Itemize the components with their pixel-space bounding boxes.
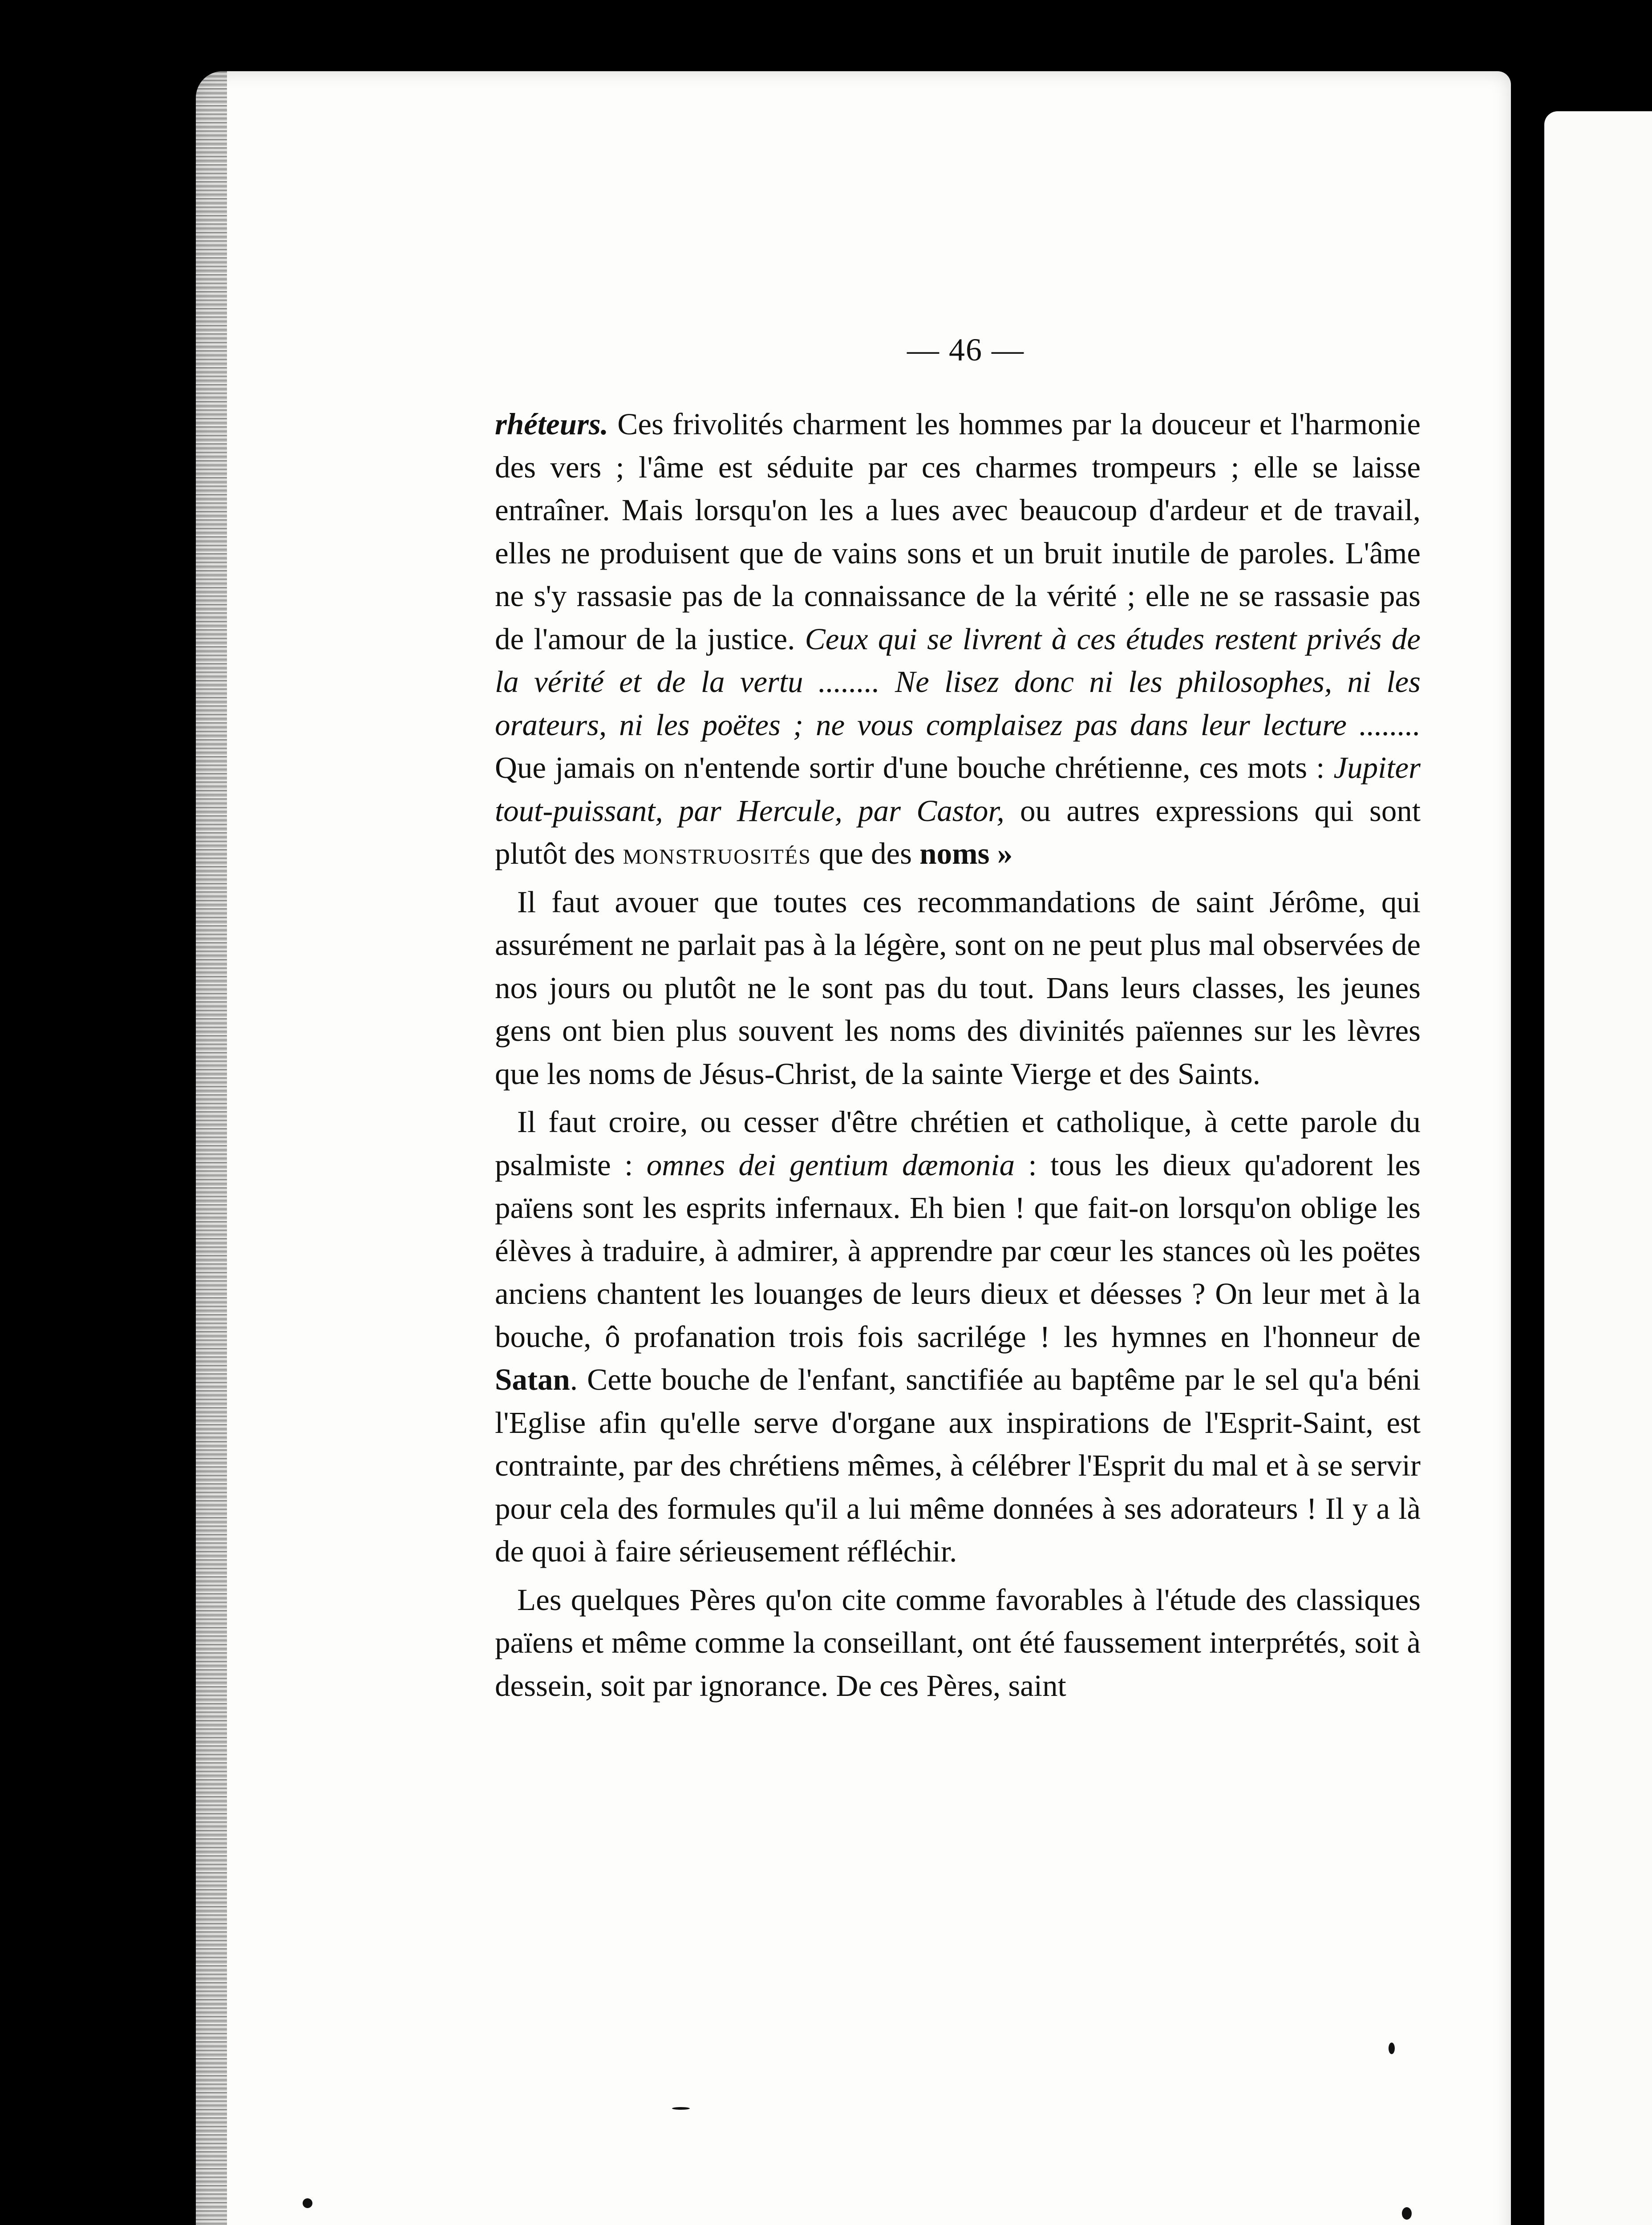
text-run: Ceux qui se livrent à ces études restent privés de la vérité et de la vertu ........ Ne lisez donc ni les philosophes, ni les orateurs, ni les poëtes ; ne vous complaisez pas dans leur lecture ........ (495, 622, 1421, 742)
text-run: rhéteurs. (495, 407, 608, 441)
scan-speck (1402, 2207, 1412, 2220)
body-text (495, 403, 1421, 1707)
text-run: . Cette bouche de l'enfant, sanctifiée au baptême par le sel qu'a béni l'Eglise afin qu'elle serve d'organe aux inspirations de l'Esprit-Saint, est contrainte, par des chrétiens mêmes, à célébrer l'Esprit du mal et à se servir pour cela des formules qu'il a lui même données à ses adorateurs ! Il y a là de quoi à faire sérieusement réfléchir. (495, 1363, 1421, 1568)
text-run: Satan (495, 1363, 570, 1396)
paragraph (495, 1100, 1421, 1573)
text-run: que des (811, 837, 920, 870)
text-run: omnes dei gentium dæmonia (646, 1148, 1015, 1182)
text-run: monstruosités (623, 837, 811, 870)
scan-speck (672, 2107, 690, 2110)
text-run: Il faut croire, ou cesser d'être chrétien et catholique, à cette parole du psalmiste : (495, 1105, 1421, 1182)
text-run: : tous les dieux qu'adorent les païens sont les esprits infernaux. Eh bien ! que fait-on lorsqu'on oblige les élèves à traduire, à admirer, à apprendre par cœur les stances où les poëtes anciens chantent les louanges de leurs dieux et déesses ? On leur met à la bouche, ô profanation trois fois sacrilége ! les hymnes en l'honneur de (495, 1148, 1421, 1354)
text-run: Que jamais on n'entende sortir d'une bouche chrétienne, ces mots : (495, 751, 1334, 785)
paragraph (495, 403, 1421, 875)
scan-speck (303, 2198, 312, 2208)
text-run: ou autres expressions qui sont plutôt des (495, 793, 1421, 870)
adjacent-page-edge (1544, 111, 1652, 2225)
scan-speck (1389, 2043, 1395, 2054)
text-run: noms » (919, 837, 1013, 870)
page-number: — 46 — (907, 332, 1024, 368)
text-run: Ces frivolités charment les hommes par la douceur et l'harmonie des vers ; l'âme est séduite par ces charmes trompeurs ; elle se laisse entraîner. Mais lorsqu'on les a lues avec beaucoup d'ardeur et de travail, elles ne produisent que de vains sons et un bruit inutile de paroles. L'âme ne s'y rassasie pas de la connaissance de la vérité ; elle ne se rassasie pas de l'amour de la justice. (495, 407, 1421, 656)
text-run: Jupiter tout-puissant, par Hercule, par Castor, (495, 751, 1421, 828)
paragraph: Les quelques Pères qu'on cite comme favorables à l'étude des classiques païens et même comme la conseillant, ont été faussement interprétés, soit à dessein, soit par ignorance. De ces Pères, saint (495, 1582, 1421, 1703)
paragraph: Il faut avouer que toutes ces recommandations de saint Jérôme, qui assurément ne parlait pas à la légère, sont on ne peut plus mal observées de nos jours ou plutôt ne le sont pas du tout. Dans leurs classes, les jeunes gens ont bien plus souvent les noms des divinités païennes sur les lèvres que les noms de Jésus-Christ, de la sainte Vierge et des Saints. (495, 885, 1421, 1091)
